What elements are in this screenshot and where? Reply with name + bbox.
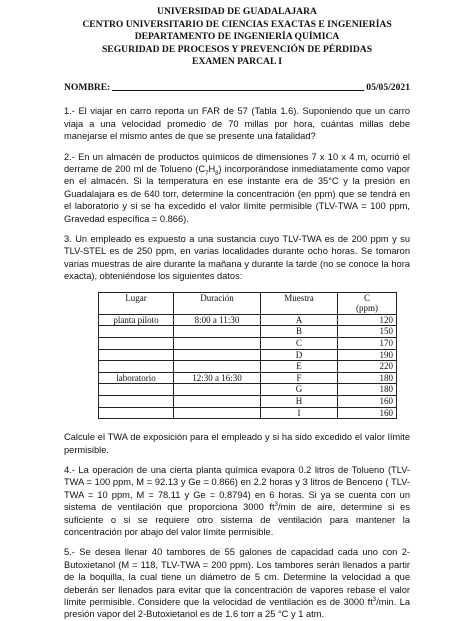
table-row	[99, 326, 397, 338]
document-header	[64, 6, 410, 69]
cell-lugar	[99, 338, 174, 350]
cell-c: 180	[338, 372, 397, 384]
cell-lugar	[99, 326, 174, 338]
question-1: 1.- El viajar en carro reporta un FAR de 57 (Tabla 1.6). Suponiendo que un carro viaja a una velocidad promedio de 70 millas por hora, cuántas millas debe manejarse el mismo antes de que se presente una fatalidad?	[64, 106, 410, 142]
question-4-text-b: /min de aire, determine si es suficiente o si se requiere otro sistema de ventilación para mantener la concentración por abajo del valor límite permisible.	[64, 502, 410, 538]
question-4	[64, 464, 410, 538]
question-3: 3. Un empleado es expuesto a una sustancia cuyo TLV-TWA es de 200 ppm y su TLV-STEL es de 250 ppm, en varias localidades durante ocho horas. Se tomaron varias muestras de aire durante la mañana y durante la tarde (no se conoce la hora exacta), obteniéndose los siguientes datos:	[64, 234, 410, 282]
cell-duracion	[174, 349, 261, 361]
cell-c: 220	[338, 361, 397, 373]
table-row	[99, 314, 397, 326]
question-5-text-a: 5.- Se desea llenar 40 tambores de 55 galones de capacidad cada uno con 2-Butoxietanol (M = 118, TLV-TWA = 200 ppm). Los tambores serán llenados a partir de la boquilla, la cual tiene un diámetro de 5 cm. Determine la velocidad a que deberán ser llenados para evitar que la concentración de vapores rebase el valor límite permisible. Considere que la velocidad de ventilación es de 3000 ft	[64, 547, 410, 608]
cell-lugar: laboratorio	[99, 372, 174, 384]
cell-duracion	[174, 326, 261, 338]
cell-duracion	[174, 338, 261, 350]
cell-lugar	[99, 396, 174, 408]
cell-lugar: planta piloto	[99, 314, 174, 326]
cell-muestra: G	[261, 384, 338, 396]
table-row	[99, 372, 397, 384]
department-name: DEPARTAMENTO DE INGENIERÍA QUÍMICA	[134, 31, 340, 43]
header-concentration	[338, 292, 397, 314]
question-3-instruction: Calcule el TWA de exposición para el empleado y si ha sido excedido el valor límite permisible.	[64, 432, 410, 455]
exam-date: 05/05/2021	[366, 81, 410, 93]
table-header-row	[99, 292, 397, 314]
cell-duracion	[174, 396, 261, 408]
question-2-text-b: ) incorporándose inmediatamente como vapor en el almacén. Si la temperatura en ese instante era de 35°C y la presión en Guadalajara es de 640 torr, determine la concentración (en ppm) que se tendrá en el laboratorio y si se ha excedido el valor límite permisible (TLV-TWA = 100 ppm, Gravedad específica = 0.866).	[64, 164, 410, 224]
toluene-subscript-c: 7	[205, 170, 209, 177]
header-muestra: Muestra	[261, 292, 338, 314]
table-row	[99, 384, 397, 396]
table-row	[99, 338, 397, 350]
cubic-superscript: 3	[274, 502, 278, 509]
table-row	[99, 407, 397, 419]
cell-muestra: D	[261, 349, 338, 361]
question-2-text-a: 2.- En un almacén de productos químicos de dimensiones 7 x 10 x 4 m, ocurrió el derrame de 200 ml de Tolueno (C	[64, 151, 410, 174]
toluene-h: H	[208, 164, 216, 174]
table-row	[99, 396, 397, 408]
cell-duracion: 8:00 a 11:30	[174, 314, 261, 326]
header-ppm-unit: (ppm)	[356, 303, 378, 314]
cell-c: 120	[338, 314, 397, 326]
cell-muestra: H	[261, 396, 338, 408]
cell-duracion: 12:30 a 16:30	[174, 372, 261, 384]
cell-lugar	[99, 361, 174, 373]
question-5-text-b: /min. La presión vapor del 2-Butoxietanol es de 1.6 torr a 25 °C y 1 atm.	[64, 597, 410, 620]
cell-muestra: F	[261, 372, 338, 384]
cell-muestra: C	[261, 338, 338, 350]
name-label: NOMBRE:	[64, 81, 111, 93]
course-name: SEGURIDAD DE PROCESOS Y PREVENCIÓN DE PÉRDIDAS	[101, 43, 373, 55]
cell-muestra: I	[261, 407, 338, 419]
cell-c: 180	[338, 384, 397, 396]
table-row	[99, 361, 397, 373]
university-name: UNIVERSIDAD DE GUADALAJARA	[157, 6, 317, 17]
cell-lugar	[99, 407, 174, 419]
cell-duracion	[174, 384, 261, 396]
header-duracion: Duración	[174, 292, 261, 314]
name-blank-line	[112, 82, 364, 91]
cell-c: 160	[338, 396, 397, 408]
cell-c: 150	[338, 326, 397, 338]
cell-muestra: B	[261, 326, 338, 338]
question-2	[64, 151, 410, 225]
cell-muestra: E	[261, 361, 338, 373]
name-date-row	[64, 82, 410, 94]
samples-table	[98, 292, 397, 420]
cell-duracion	[174, 407, 261, 419]
cell-muestra: A	[261, 314, 338, 326]
cell-c: 160	[338, 407, 397, 419]
cubic-superscript: 3	[372, 596, 377, 603]
header-lugar: Lugar	[99, 292, 174, 314]
center-name: CENTRO UNIVERSITARIO DE CIENCIAS EXACTAS E INGENIERÍAS	[82, 18, 392, 30]
cell-duracion	[174, 361, 261, 373]
header-c: C	[363, 292, 370, 303]
cell-lugar	[99, 384, 174, 396]
question-4-text-a: 4.- La operación de una cierta planta química evapora 0.2 litros de Tolueno (TLV-TWA = 100 ppm, M = 92.13 y Ge = 0.866) en 2.2 horas y 3 litros de Benceno ( TLV-TWA = 10 ppm, M = 78.11 y Ge = 0.8794) en 6 horas. Si ya se cuenta con un sistema de ventilación que proporciona 3000 ft	[64, 465, 410, 513]
cell-lugar	[99, 349, 174, 361]
toluene-subscript-h: 8	[215, 170, 219, 177]
table-row	[99, 349, 397, 361]
question-5	[64, 546, 410, 620]
cell-c: 190	[338, 349, 397, 361]
cell-c: 170	[338, 338, 397, 350]
exam-title: EXAMEN PARCAL I	[192, 56, 282, 68]
